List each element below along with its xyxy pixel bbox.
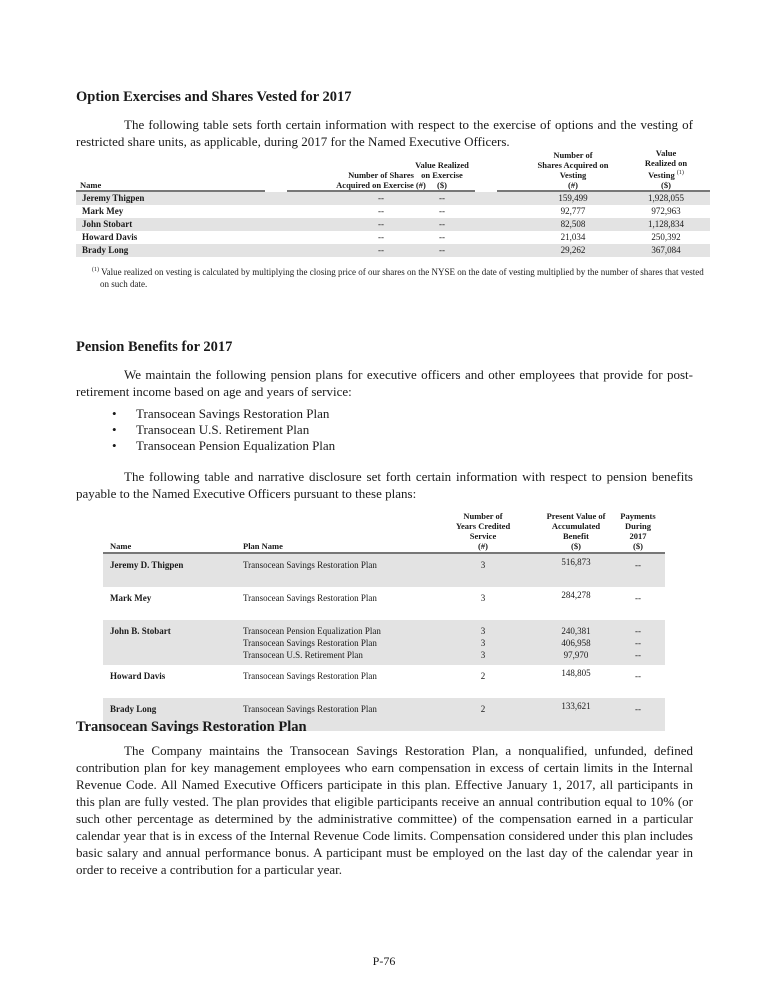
- cell-shares-vesting: 21,034: [560, 232, 586, 242]
- footnote-text: Value realized on vesting is calculated by multiplying the closing price of our shares on the NYSE on the date of vesting multiplied by the number of shares that vested on such date.: [100, 267, 704, 289]
- cell-name: Mark Mey: [110, 593, 152, 603]
- cell-name: John B. Stobart: [110, 626, 171, 636]
- header-line: Vesting: [559, 170, 587, 180]
- header-line: ($): [661, 180, 671, 190]
- header-line: Value: [655, 148, 677, 159]
- header-line: Shares Acquired on: [537, 160, 609, 170]
- cell-shares-exercise: --: [378, 206, 384, 216]
- footnote: [92, 264, 710, 290]
- table-row: [76, 218, 710, 231]
- cell-years-credited: 2: [480, 671, 486, 681]
- list-item-text: Transocean Savings Restoration Plan: [136, 406, 330, 421]
- cell-plan-name: Transocean U.S. Retirement Plan: [243, 650, 363, 660]
- list-item-text: Transocean Pension Equalization Plan: [136, 438, 336, 453]
- cell-years-credited: 3: [480, 560, 486, 570]
- pension-intro: [76, 366, 693, 400]
- cell-payments: --: [635, 560, 641, 570]
- table-row: [76, 205, 710, 218]
- cell-value-exercise: --: [439, 219, 445, 229]
- cell-payments: --: [635, 704, 641, 714]
- header-line: ($): [571, 541, 581, 551]
- table-row: [103, 587, 665, 620]
- cell-plan-name: Transocean Savings Restoration Plan: [243, 638, 377, 648]
- table-row: [103, 620, 665, 665]
- header-line: Accumulated: [551, 521, 601, 531]
- list-item: [112, 422, 335, 438]
- bullet-icon: •: [112, 422, 117, 437]
- header-line: on Exercise: [421, 170, 463, 180]
- header-line: Number of: [553, 150, 593, 160]
- cell-present-value: 406,958: [561, 638, 591, 648]
- header-line: Payments: [620, 511, 656, 521]
- header-value-exercise: [382, 160, 502, 190]
- cell-value-vesting: 972,963: [651, 206, 681, 216]
- cell-payments: --: [635, 593, 641, 603]
- page-number: P-76: [372, 954, 396, 968]
- header-line: ($): [633, 541, 643, 551]
- header-plan-name: Plan Name: [243, 541, 283, 551]
- cell-plan-name: Transocean Savings Restoration Plan: [243, 593, 377, 603]
- header-line: Number of Shares: [348, 170, 414, 180]
- savings-restoration-text: The Company maintains the Transocean Savings Restoration Plan, a nonqualified, unfunded, defined contribution plan for key management employees who earn compensation in excess of certain limits in the Internal Revenue Code. All Named Executive Officers participate in this plan. Effective January 1, 2017, all participants in this plan are fully vested. The plan provides that eligible participants receive an annual contribution equal to 10% (or such other percentage as determined by the administrative committee) of the compensation earned in a particular calendar year that is in excess of the Internal Revenue Code limits. Compensation considered under this plan includes basic salary and annual performance bonus. A participant must be employed on the last day of the calendar year in order to receive a contribution for a particular year.: [76, 743, 693, 877]
- pension-plan-list: [112, 406, 335, 454]
- cell-years-credited: 3: [480, 638, 486, 648]
- option-exercises-table: [76, 140, 710, 257]
- cell-shares-vesting: 82,508: [560, 219, 586, 229]
- cell-value-vesting: 367,084: [651, 245, 681, 255]
- table-row: [103, 665, 665, 698]
- list-item: [112, 438, 335, 454]
- header-line: Present Value of: [546, 511, 606, 521]
- option-exercises-intro-text: The following table sets forth certain information with respect to the exercise of options and the vesting of restricted share units, as applicable, during 2017 for the Named Executive Officers.: [76, 117, 693, 149]
- cell-payments: --: [635, 638, 641, 648]
- cell-present-value: 284,278: [561, 590, 591, 600]
- cell-name: Howard Davis: [110, 671, 166, 681]
- cell-shares-exercise: --: [378, 219, 384, 229]
- header-line: Realized on: [644, 158, 688, 169]
- cell-plan-name: Transocean Savings Restoration Plan: [243, 671, 377, 681]
- cell-present-value: 97,970: [563, 650, 589, 660]
- cell-name: John Stobart: [82, 219, 133, 229]
- cell-value-vesting: 250,392: [651, 232, 681, 242]
- header-line: During: [625, 521, 651, 531]
- cell-value-exercise: --: [439, 206, 445, 216]
- pension-intro-text: We maintain the following pension plans for executive officers and other employees that provide for post-retirement income based on age and years of service:: [76, 367, 693, 399]
- savings-restoration-body: [76, 742, 693, 878]
- section-title-option-exercises: Option Exercises and Shares Vested for 2017: [76, 89, 352, 105]
- list-item: [112, 406, 335, 422]
- pension-benefits-table: [103, 509, 665, 731]
- cell-payments: --: [635, 626, 641, 636]
- cell-shares-exercise: --: [378, 193, 384, 203]
- header-line: (#): [478, 541, 488, 551]
- cell-payments: --: [635, 671, 641, 681]
- cell-years-credited: 3: [480, 593, 486, 603]
- table-body: [76, 192, 710, 257]
- header-line: (#): [568, 180, 578, 190]
- header-line: Number of: [463, 511, 503, 521]
- header-name: Name: [110, 541, 132, 551]
- table-row: [103, 554, 665, 587]
- cell-plan-name: Transocean Savings Restoration Plan: [243, 704, 377, 714]
- cell-value-vesting: 1,128,834: [648, 219, 684, 229]
- footnote-ref: (1): [676, 170, 684, 177]
- section-title-savings-restoration: Transocean Savings Restoration Plan: [76, 719, 307, 735]
- header-line: Value Realized: [415, 160, 469, 170]
- cell-name: Mark Mey: [82, 206, 124, 216]
- cell-name: Brady Long: [110, 704, 157, 714]
- footnote-marker: (1): [92, 267, 99, 273]
- cell-plan-name: Transocean Savings Restoration Plan: [243, 560, 377, 570]
- header-line: ($): [437, 180, 447, 190]
- cell-shares-vesting: 29,262: [560, 245, 586, 255]
- section-title-pension-benefits: Pension Benefits for 2017: [76, 339, 233, 355]
- pension-table-intro-text: The following table and narrative disclosure set forth certain information with respect to pension benefits payable to the Named Executive Officers pursuant to these plans:: [76, 469, 693, 501]
- bullet-icon: •: [112, 406, 117, 421]
- header-value-vesting: [611, 148, 721, 190]
- header-line: Acquired on Exercise (#): [336, 180, 426, 190]
- header-line: Service: [469, 531, 497, 541]
- cell-value-exercise: --: [439, 232, 445, 242]
- table-header: [76, 140, 710, 192]
- cell-years-credited: 3: [480, 626, 486, 636]
- cell-name: Jeremy D. Thigpen: [110, 560, 184, 570]
- cell-value-vesting: 1,928,055: [648, 193, 684, 203]
- header-line: Benefit: [563, 531, 589, 541]
- header-line: Vesting: [648, 170, 675, 180]
- cell-years-credited: 2: [480, 704, 486, 714]
- header-name: Name: [80, 180, 102, 190]
- cell-shares-exercise: --: [378, 232, 384, 242]
- cell-name: Jeremy Thigpen: [82, 193, 145, 203]
- cell-shares-vesting: 159,499: [558, 193, 588, 203]
- cell-shares-vesting: 92,777: [560, 206, 586, 216]
- cell-present-value: 148,805: [561, 668, 591, 678]
- cell-present-value: 516,873: [561, 557, 591, 567]
- header-payments: [593, 511, 683, 551]
- cell-present-value: 240,381: [561, 626, 591, 636]
- cell-value-exercise: --: [439, 245, 445, 255]
- pension-table-intro: [76, 468, 693, 502]
- list-item-text: Transocean U.S. Retirement Plan: [136, 422, 310, 437]
- header-line: Years Credited: [455, 521, 511, 531]
- table-body: [103, 554, 665, 731]
- table-header: [103, 509, 665, 554]
- cell-plan-name: Transocean Pension Equalization Plan: [243, 626, 381, 636]
- cell-shares-exercise: --: [378, 245, 384, 255]
- cell-name: Howard Davis: [82, 232, 138, 242]
- cell-present-value: 133,621: [561, 701, 591, 711]
- cell-name: Brady Long: [82, 245, 129, 255]
- cell-payments: --: [635, 650, 641, 660]
- table-row: [76, 231, 710, 244]
- cell-value-exercise: --: [439, 193, 445, 203]
- table-row: [76, 192, 710, 205]
- bullet-icon: •: [112, 438, 117, 453]
- cell-years-credited: 3: [480, 650, 486, 660]
- header-line: 2017: [629, 531, 647, 541]
- table-row: [76, 244, 710, 257]
